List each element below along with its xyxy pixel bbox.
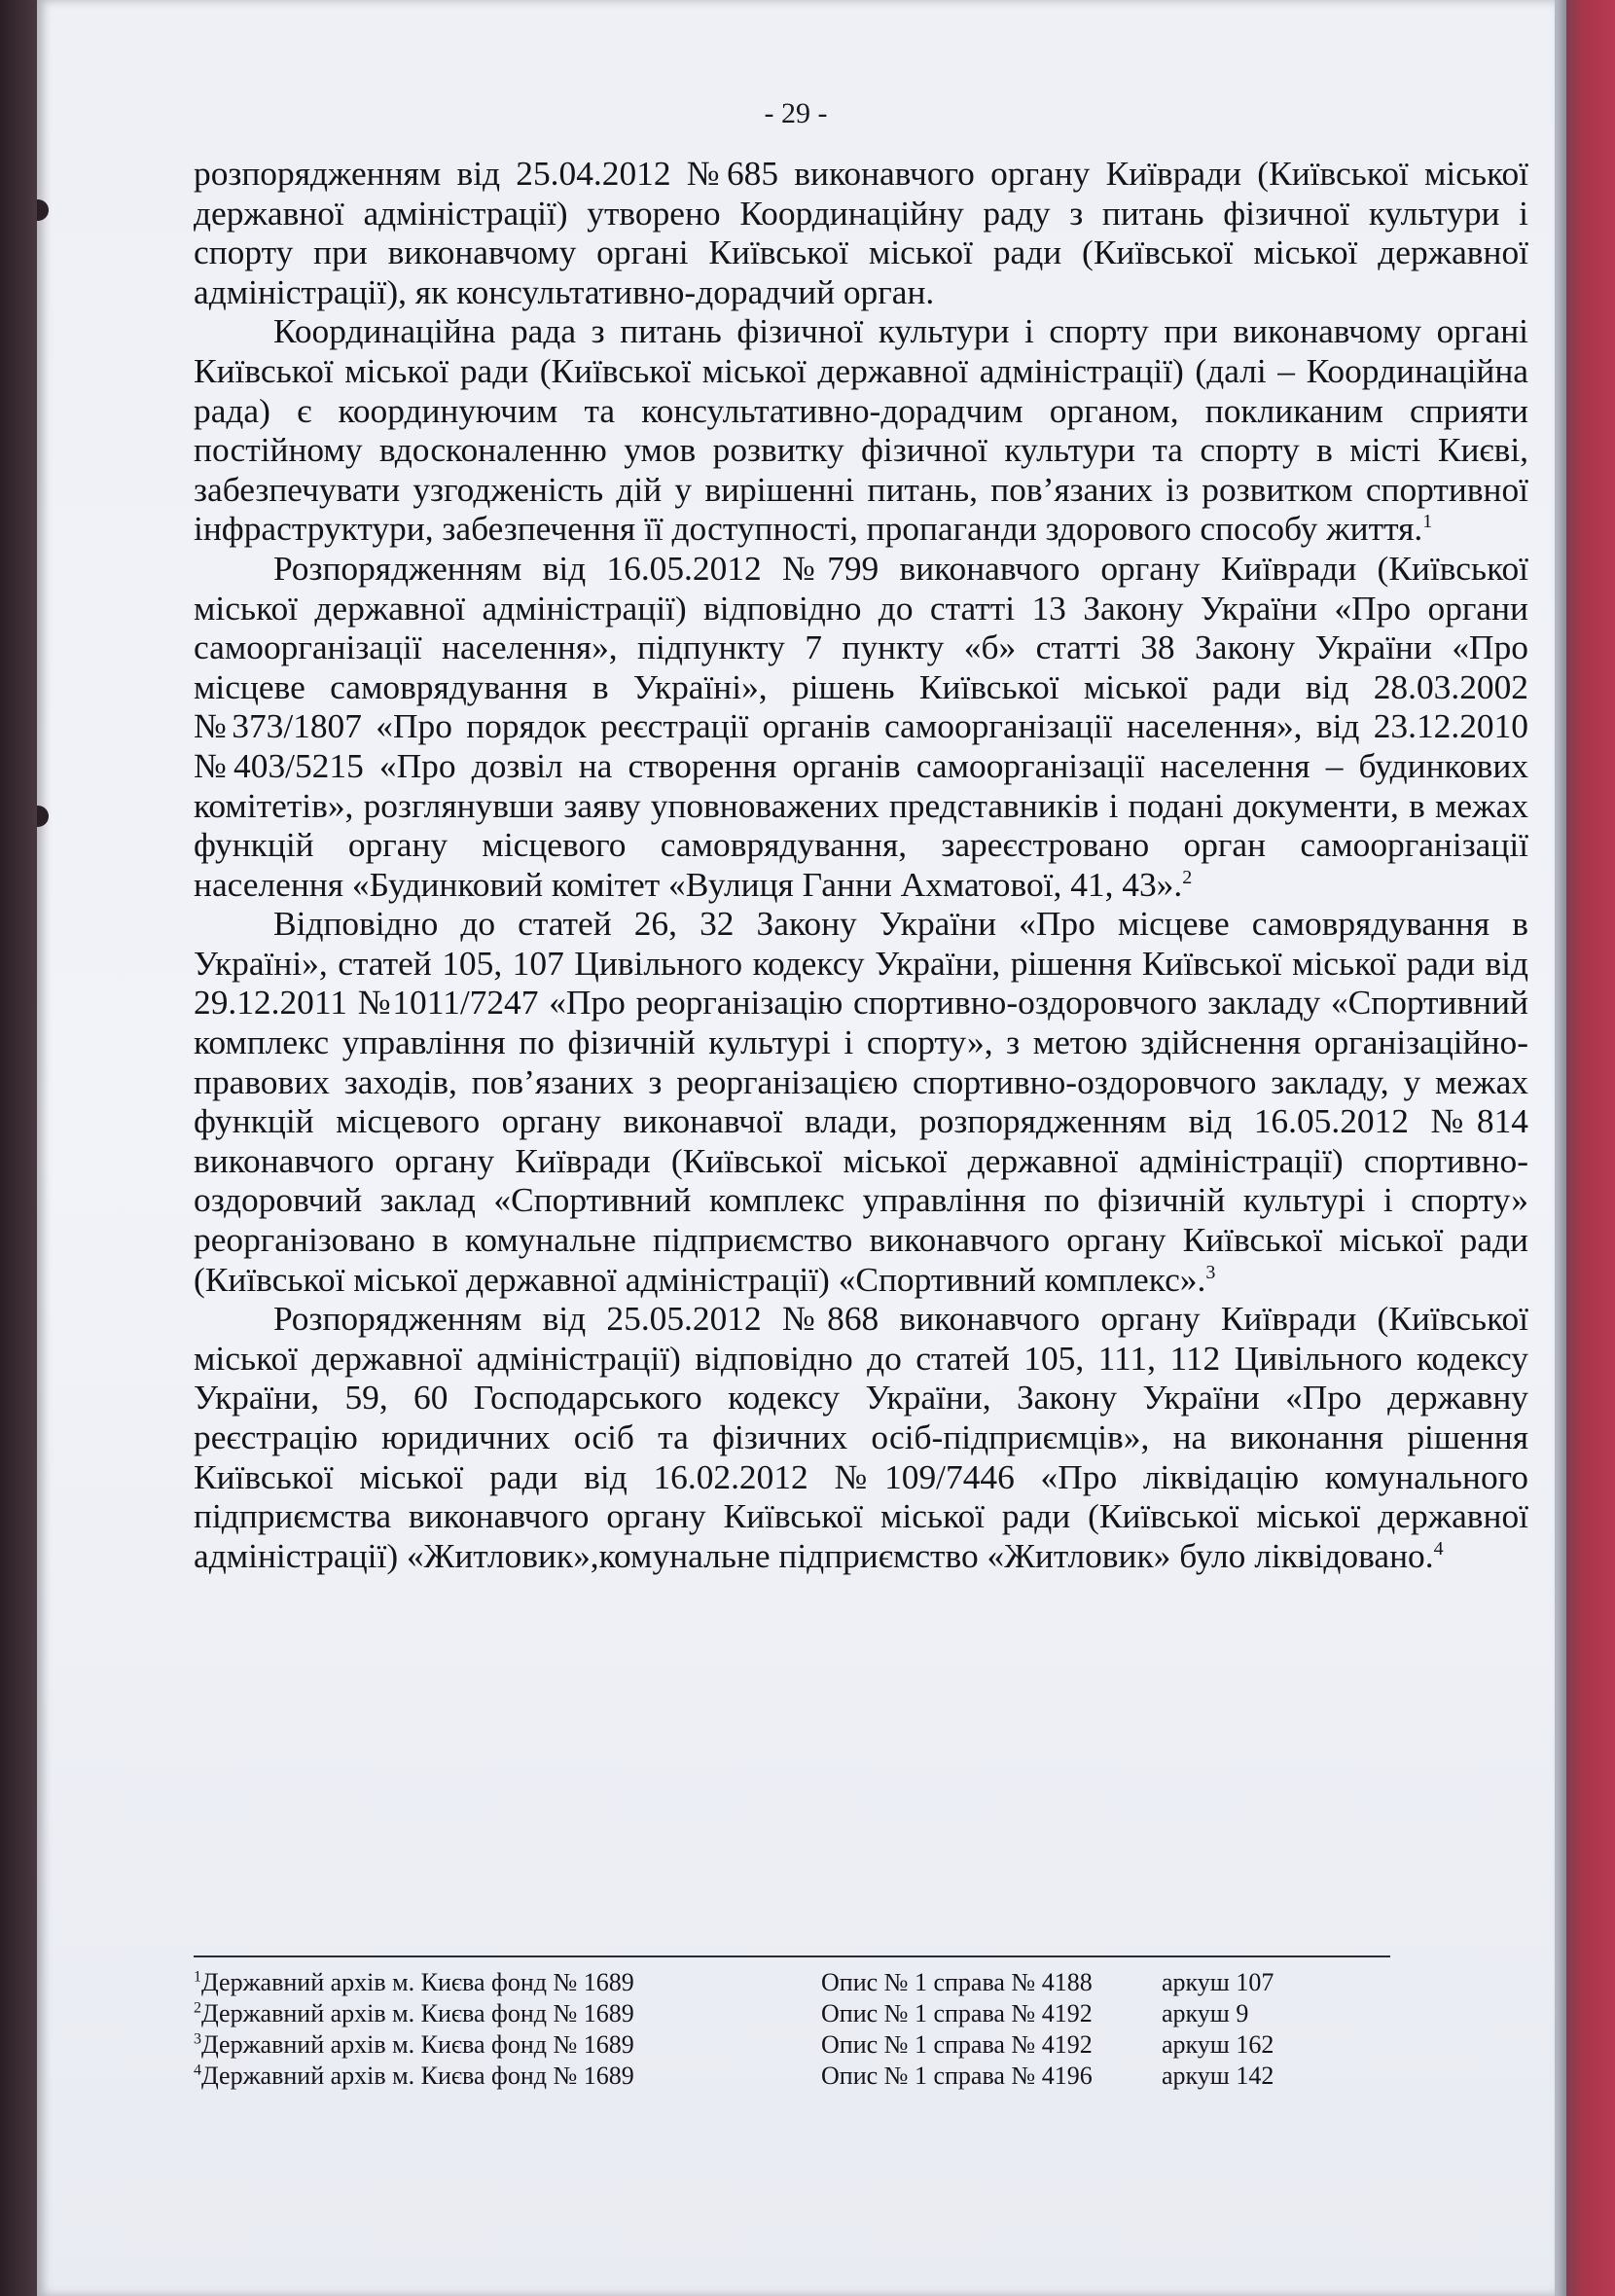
page-number: - 29 - [764, 97, 828, 129]
paragraph [194, 154, 1528, 311]
paragraph-text: Розпорядженням від 25.05.2012 №868 виконавчого органу Київради (Київської міської державної адміністрації) відповідно до статей 105, 111, 112 Цивільного кодексу України, 59, 60 Господарського кодексу України, Закону України «Про державну реєстрацію юридичних осіб та фізичних осіб-підприємців», на виконання рішення Київської міської ради від 16.02.2012 №109/7446 «Про ліквідацію комунального підприємства виконавчого органу Київської міської ради (Київської міської державної адміністрації) «Житловик»,комунальне підприємство «Житловик» було ліквідовано. [194, 1299, 1528, 1575]
footnote-sheet: аркуш 162 [1162, 2030, 1274, 2059]
footnote-file: Опис № 1 справа № 4192 [821, 2030, 1093, 2059]
footnotes [194, 1967, 1458, 2092]
footnote-archive: Державний архів м. Києва фонд № 1689 [201, 2062, 634, 2090]
binder-hole [37, 806, 49, 827]
body-text [194, 154, 1528, 1575]
footnote-ref: 1 [1422, 511, 1433, 533]
binder-hole [37, 199, 49, 221]
footnote-sheet: аркуш 9 [1162, 1999, 1249, 2027]
footnote-sheet: аркуш 142 [1162, 2062, 1274, 2090]
paragraph [194, 549, 1528, 904]
paragraph-text: Відповідно до статей 26, 32 Закону України «Про місцеве самоврядування в Україні», статей 105, 107 Цивільного кодексу України, рішення Київської міської ради від 29.12.2011 №1011/7247 «Про реорганізацію спортивно-оздоровчого закладу «Спортивний комплекс управління по фізичній культурі і спорту», з метою здійснення організаційно-правових заходів, пов’язаних з реорганізацією спортивно-оздоровчого закладу, у межах функцій місцевого органу виконавчої влади, розпорядженням від 16.05.2012 №814 виконавчого органу Київради (Київської міської державної адміністрації) спортивно-оздоровчий заклад «Спортивний комплекс управління по фізичній культурі і спорту» реорганізовано в комунальне підприємство виконавчого органу Київської міської ради (Київської міської державної адміністрації) «Спортивний комплекс». [194, 904, 1528, 1299]
footnote-ref: 4 [1433, 1537, 1444, 1560]
footnote-divider [194, 1955, 1390, 1957]
footnote-number: 4 [194, 2062, 201, 2079]
footnote-archive: Державний архів м. Києва фонд № 1689 [201, 2030, 634, 2059]
footnote-file: Опис № 1 справа № 4192 [821, 1999, 1093, 2027]
paragraph-text: розпорядженням від 25.04.2012 №685 виконавчого органу Київради (Київської міської державної адміністрації) утворено Координаційну раду з питань фізичної культури і спорту при виконавчому органі Київської міської ради (Київської міської державної адміністрації), як консультативно-дорадчий орган. [194, 154, 1528, 311]
footnote-number: 3 [194, 2030, 201, 2048]
footnote-row [194, 2029, 1458, 2061]
document-page [37, 0, 1555, 2296]
footnote-number: 1 [194, 1968, 201, 1986]
footnote-row [194, 1967, 1458, 1998]
paragraph [194, 311, 1528, 549]
footnote-file: Опис № 1 справа № 4196 [821, 2062, 1093, 2090]
footnote-row [194, 1998, 1458, 2029]
footnote-ref: 3 [1205, 1261, 1216, 1283]
paragraph-text: Розпорядженням від 16.05.2012 №799 виконавчого органу Київради (Київської міської державної адміністрації) відповідно до статті 13 Закону України «Про органи самоорганізації населення», підпункту 7 пункту «б» статті 38 Закону України «Про місцеве самоврядування в Україні», рішень Київської міської ради від 28.03.2002 №373/1807 «Про порядок реєстрації органів самоорганізації населення», від 23.12.2010 №403/5215 «Про дозвіл на створення органів самоорганізації населення – будинкових комітетів», розглянувши заяву уповноважених представників і подані документи, в межах функцій органу місцевого самоврядування, зареєстровано орган самоорганізації населення «Будинковий комітет «Вулиця Ганни Ахматової, 41, 43». [194, 548, 1528, 904]
footnote-archive: Державний архів м. Києва фонд № 1689 [201, 1999, 634, 2027]
paragraph-text: Координаційна рада з питань фізичної культури і спорту при виконавчому органі Київської міської ради (Київської міської державної адміністрації) (далі – Координаційна рада) є координуючим та консультативно-дорадчим органом, покликаним сприяти постійному вдосконаленню умов розвитку фізичної культури та спорту в місті Києві, забезпечувати узгодженість дій у вирішенні питань, пов’язаних із розвитком спортивної інфраструктури, забезпечення її доступності, пропаганди здорового способу життя. [194, 311, 1528, 549]
footnote-file: Опис № 1 справа № 4188 [821, 1968, 1093, 1996]
footnote-sheet: аркуш 107 [1162, 1968, 1274, 1996]
footnote-archive: Державний архів м. Києва фонд № 1689 [201, 1968, 634, 1996]
paragraph [194, 904, 1528, 1299]
background-left [0, 0, 39, 2296]
paragraph [194, 1299, 1528, 1575]
footnote-row [194, 2061, 1458, 2092]
footnote-ref: 2 [1182, 866, 1193, 888]
footnote-number: 2 [194, 1999, 201, 2017]
